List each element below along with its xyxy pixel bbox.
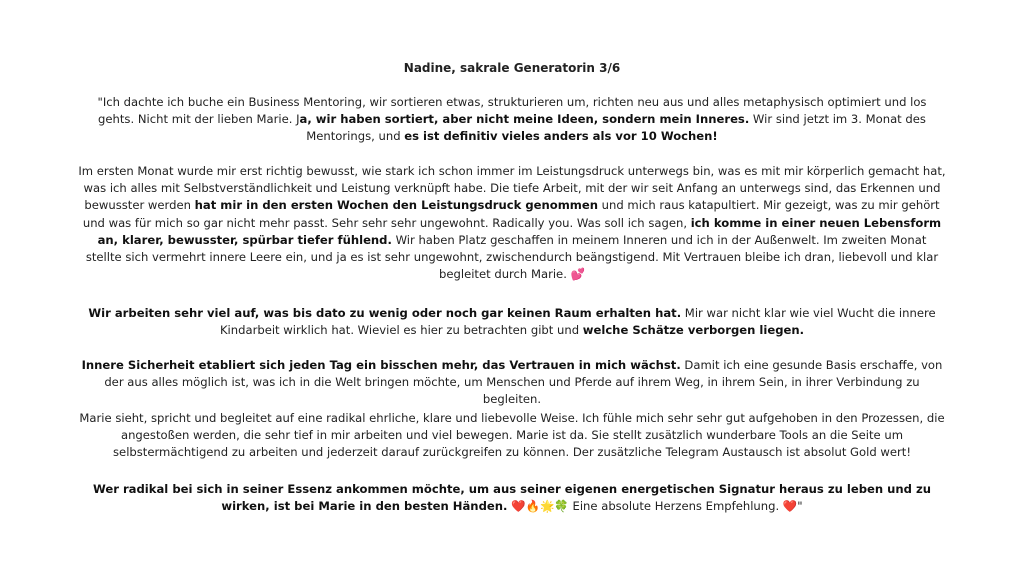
bold-text-segment: Wer radikal bei sich in seiner Essenz ankommen möchte, um aus seiner eigenen energetischen Signatur heraus zu leben und zu wirken, ist bei Marie in den besten Händen. bbox=[92, 482, 932, 514]
bold-text-segment: hat mir in den ersten Wochen den Leistungsdruck genommen bbox=[194, 198, 598, 213]
bold-text-segment: welche Schätze verborgen liegen. bbox=[582, 323, 805, 338]
text-segment: Wir sind jetzt im 3. Monat des Mentorings, und bbox=[306, 112, 926, 144]
bold-text-segment: Innere Sicherheit etabliert sich jeden Tag ein bisschen mehr, das Vertrauen in mich wächst. bbox=[81, 358, 681, 372]
paragraph-intro bbox=[78, 94, 946, 146]
testimonial-title: Nadine, sakrale Generatorin 3/6 bbox=[403, 61, 621, 75]
text-segment: ❤️🔥🌟🍀 Eine absolute Herzens Empfehlung. ❤️" bbox=[507, 499, 803, 514]
text-segment: Damit ich eine gesunde Basis erschaffe, von der aus alles möglich ist, was ich in die Welt bringen möchte, um Menschen und Pferde auf ihrem Weg, in ihrem Sein, in ihrer Verbindung zu begleiten. bbox=[104, 358, 943, 407]
paragraph-marie bbox=[78, 410, 946, 462]
text-segment: Marie sieht, spricht und begleitet auf eine radikal ehrliche, klare und liebevolle Weise. Ich fühle mich sehr sehr gut aufgehoben in den Prozessen, die angestoßen werden, die sehr tief in mir arbeiten und viel bewegen. Marie ist da. Sie stellt zusätzlich wunderbare Tools an die Seite um selbstermächtigend zu arbeiten und jederzeit darauf zurückgreifen zu können. Der zusätzliche Telegram Austausch ist absolut Gold wert! bbox=[79, 411, 945, 460]
text-segment: "Ich dachte ich buche ein Business Mentoring, wir sortieren etwas, strukturieren um, richten neu aus und alles metaphysisch optimiert und los gehts. Nicht mit der lieben Marie. J bbox=[97, 95, 927, 127]
text-segment: Mir war nicht klar wie viel Wucht die innere Kindarbeit wirklich hat. Wieviel es hier zu betrachten gibt und bbox=[219, 306, 936, 338]
bold-text-segment: Wir arbeiten sehr viel auf, was bis dato zu wenig oder noch gar keinen Raum erhalten hat. bbox=[88, 306, 682, 320]
text-segment: Im ersten Monat wurde mir erst richtig bewusst, wie stark ich schon immer im Leistungsdruck unterwegs bin, was es mit mir körperlich gemacht hat, was ich alles mit Selbstverständlichkeit und Leistung verknüpft habe. Die tiefe Arbeit, mit der wir seit Anfang an unterwegs sind, das Erkennen und bewusster werden bbox=[78, 164, 946, 213]
text-segment: und mich raus katapultiert. Mir gezeigt, was zu mir gehört und was für mich so gar nicht mehr passt. Sehr sehr sehr ungewohnt. Radically you. Was soll ich sagen, bbox=[82, 198, 940, 230]
bold-text-segment: a, wir haben sortiert, aber nicht meine Ideen, sondern mein Inneres. bbox=[299, 112, 750, 127]
paragraph-inner-security bbox=[78, 357, 946, 409]
paragraph-inner-work bbox=[78, 305, 946, 339]
paragraph-recommendation bbox=[78, 481, 946, 515]
text-segment: Wir haben Platz geschaffen in meinem Inneren und ich in der Außenwelt. Im zweiten Monat stellte sich vermehrt innere Leere ein, und ja es ist sehr ungewohnt, zwischendurch beängstigend. Mit Vertrauen bleibe ich dran, liebevoll und klar begleitet durch Marie. 💕 bbox=[85, 232, 939, 282]
bold-text-segment: es ist definitiv vieles anders als vor 10 Wochen! bbox=[404, 129, 718, 144]
paragraph-first-month bbox=[78, 163, 946, 283]
bold-text-segment: ich komme in einer neuen Lebensform an, klarer, bewusster, spürbar tiefer fühlend. bbox=[97, 215, 942, 247]
